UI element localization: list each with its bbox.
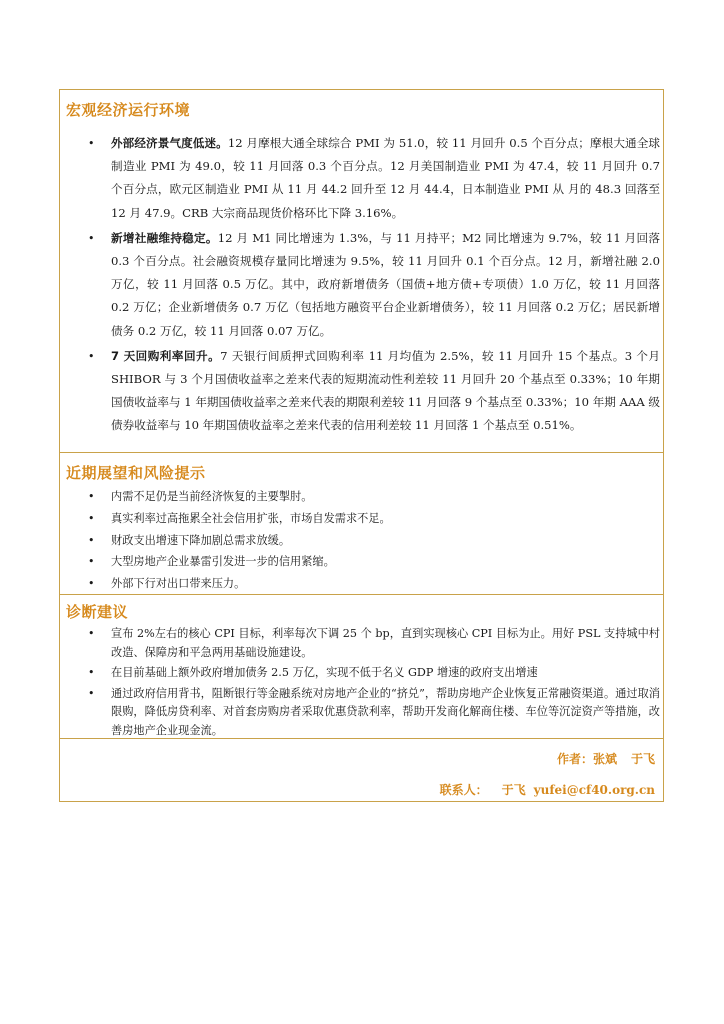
- section-divider: [60, 594, 663, 595]
- author-line: [557, 750, 655, 767]
- bullet-text: 12 月 M1 同比增速为 1.3%，与 11 月持平；M2 同比增速为 9.7%，较 11 月回落 0.3 个百分点。社会融资规模存量同比增速为 9.5%，较 11 月回升 0.1 个百分点。12 月，新增社融 2.0 万亿，较 11 月回落 0.5 万亿。其中，政府新增债务（国债+地方债+专项债）1.0 万亿，较 11 月回落 0.2 万亿；企业新增债务 0.7 万亿（包括地方融资平台企业新增债务），较 11 月回落 0.2 万亿；居民新增债务 0.2 万亿，较 11 月回落 0.07 万亿。: [111, 230, 660, 338]
- bullet-heading: 新增社融维持稳定。: [111, 230, 218, 245]
- list-item: [84, 685, 660, 741]
- list-item: [84, 551, 660, 573]
- bullet-icon: •: [88, 137, 95, 150]
- contact-label: 联系人：: [439, 783, 488, 797]
- list-item: [84, 486, 660, 508]
- author-name: 张斌: [592, 752, 617, 766]
- bullet-text: 7 天银行间质押式回购利率 11 月均值为 2.5%，较 11 月回升 15 个基点。3 个月 SHIBOR 与 3 个月国债收益率之差来代表的短期流动性利差较 11 月回升 20 个基点至 0.33%；10 年期国债收益率与 1 年期国债收益率之差来代表的期限利差较 11 月回落 9 个基点至 0.33%；10 年期 AAA 级债券收益率与 10 年期国债收益率之差来代表的信用利差较 11 月回落 1 个基点至 0.51%。: [111, 348, 660, 433]
- report-frame: [59, 89, 664, 802]
- list-item: [84, 530, 660, 552]
- list-item: [84, 345, 660, 438]
- list-item: [84, 132, 660, 225]
- bullet-icon: •: [88, 666, 95, 679]
- author-label: 作者：: [556, 752, 593, 766]
- section-divider: [60, 452, 663, 453]
- bullet-heading: 外部经济景气度低迷。: [111, 136, 228, 150]
- macro-bullet-list: [84, 132, 660, 440]
- bullet-text: 财政支出增速下降加剧总需求放缓。: [111, 533, 291, 547]
- bullet-icon: •: [88, 686, 95, 700]
- list-item: [84, 573, 660, 595]
- bullet-icon: •: [88, 533, 95, 547]
- advice-bullet-list: [84, 625, 660, 742]
- section-divider: [60, 738, 663, 739]
- risks-bullet-list: [84, 486, 660, 595]
- section-title-macro: 宏观经济运行环境: [66, 101, 191, 119]
- list-item: [84, 227, 660, 343]
- bullet-text: 通过政府信用背书，阻断银行等金融系统对房地产企业的“挤兑”，帮助房地产企业恢复正常融资渠道。通过取消限购，降低房贷利率、对首套房购房者采取优惠贷款利率，帮助开发商化解商住楼、车位等沉淀资产等措施，改善房地产企业现金流。: [111, 686, 660, 737]
- contact-name: 于飞: [501, 783, 526, 797]
- list-item: [84, 664, 660, 683]
- bullet-icon: •: [88, 490, 95, 503]
- bullet-icon: •: [88, 555, 95, 569]
- contact-email[interactable]: yufei@cf40.org.cn: [533, 783, 655, 797]
- bullet-text: 真实利率过高拖累全社会信用扩张，市场自发需求不足。: [111, 511, 391, 525]
- bullet-text: 外部下行对出口带来压力。: [111, 577, 246, 591]
- section-title-advice: 诊断建议: [66, 603, 129, 621]
- contact-line: [440, 781, 655, 798]
- bullet-icon: •: [88, 349, 95, 363]
- bullet-text: 12 月摩根大通全球综合 PMI 为 51.0，较 11 月回升 0.5 个百分点；摩根大通全球制造业 PMI 为 49.0，较 11 月回落 0.3 个百分点。12 月美国制造业 PMI 为 47.4，较 11 月回升 0.7 个百分点，欧元区制造业 PMI 从 11 月 44.2 回升至 12 月 44.4，日本制造业 PMI 从 月的 48.3 回落至 12 月 47.9。CRB 大宗商品现货价格环比下降 3.16%。: [111, 136, 660, 220]
- bullet-icon: •: [88, 627, 95, 640]
- section-title-risks: 近期展望和风险提示: [66, 464, 206, 482]
- list-item: [84, 508, 660, 530]
- bullet-icon: •: [88, 231, 95, 245]
- bullet-heading: 7 天回购利率回升。: [111, 348, 221, 363]
- bullet-icon: •: [88, 577, 95, 591]
- list-item: [84, 625, 660, 662]
- bullet-text: 大型房地产企业暴雷引发进一步的信用紧缩。: [111, 555, 335, 569]
- bullet-icon: •: [88, 511, 95, 525]
- bullet-text: 在目前基础上额外政府增加债务 2.5 万亿，实现不低于名义 GDP 增速的政府支出增速: [111, 666, 538, 679]
- author-name: 于飞: [630, 752, 655, 766]
- bullet-text: 内需不足仍是当前经济恢复的主要掣肘。: [111, 490, 313, 503]
- bullet-text: 宣布 2%左右的核心 CPI 目标，利率每次下调 25 个 bp，直到实现核心 CPI 目标为止。用好 PSL 支持城中村改造、保障房和平急两用基础设施建设。: [111, 627, 660, 659]
